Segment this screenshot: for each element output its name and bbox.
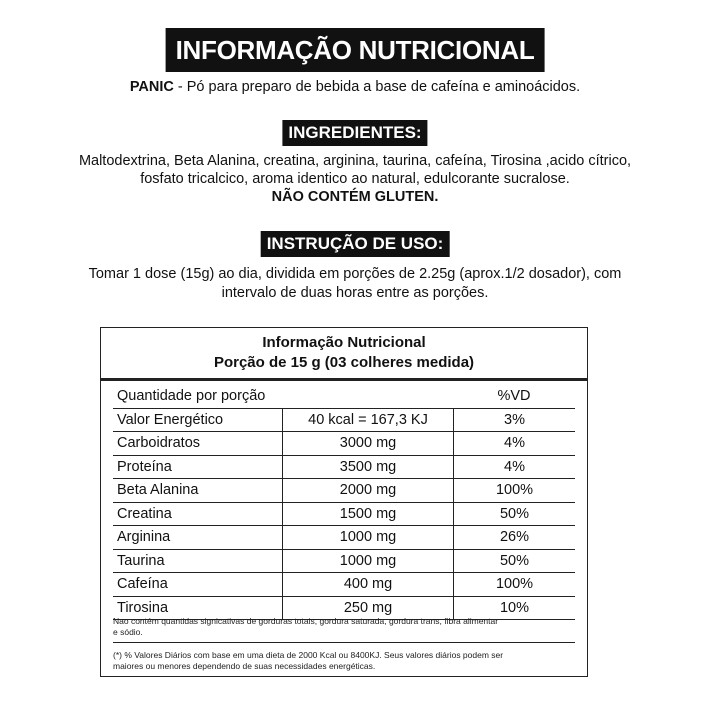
usage-heading: INSTRUÇÃO DE USO:: [261, 231, 450, 257]
product-description: - Pó para preparo de bebida a base de cafeína e aminoácidos.: [173, 79, 581, 95]
nutrient-name: Proteína: [113, 456, 283, 479]
table-row: [113, 456, 575, 480]
nutrient-name: Taurina: [113, 550, 283, 573]
nutrient-amount: 1500 mg: [283, 503, 454, 526]
nutrient-vd: 10%: [499, 599, 530, 616]
nutrient-vd: 4%: [504, 435, 525, 451]
nutrient-amount: 2000 mg: [283, 479, 454, 502]
header-quantity: Quantidade por porção: [117, 388, 266, 404]
divider: [101, 378, 587, 381]
footnote-line: e sódio.: [113, 627, 143, 637]
table-header-row: [113, 385, 575, 409]
product-name: PANIC: [129, 79, 174, 95]
nutrition-footnote: [113, 616, 573, 638]
nutrient-name: Cafeína: [113, 573, 283, 596]
nutrition-rows: [113, 385, 575, 620]
nutrient-vd: 100%: [495, 576, 534, 592]
nutrient-name: Tirosina: [113, 597, 283, 620]
divider: [113, 642, 575, 643]
nutrient-vd: 100%: [495, 482, 534, 498]
nutrient-vd: 50%: [499, 552, 530, 569]
daily-values-footnote: [113, 650, 573, 672]
nutrient-name: Valor Energético: [113, 409, 283, 432]
nutrient-vd: 26%: [499, 529, 530, 545]
portion-size: Porção de 15 g (03 colheres medida): [213, 354, 475, 371]
page-title: INFORMAÇÃO NUTRICIONAL: [166, 28, 545, 72]
ingredients-line-2: fosfato tricalcico, aroma identico ao natural, edulcorante sucralose.: [140, 171, 570, 187]
nutrient-vd: 4%: [504, 458, 525, 475]
nutrient-amount: 40 kcal = 167,3 KJ: [283, 409, 454, 432]
header-vd: %VD: [497, 388, 531, 404]
nutrient-amount: 3000 mg: [283, 432, 454, 455]
nutrient-amount: 1000 mg: [283, 550, 454, 573]
usage-line-1: Tomar 1 dose (15g) ao dia, dividida em porções de 2.25g (aprox.1/2 dosador), com: [88, 266, 622, 282]
table-row: [113, 409, 575, 433]
table-row: [113, 526, 575, 550]
gluten-notice: NÃO CONTÉM GLUTEN.: [271, 189, 439, 205]
ingredients-line-1: Maltodextrina, Beta Alanina, creatina, arginina, taurina, cafeína, Tirosina ,acido cítrico,: [78, 153, 632, 169]
product-line: [0, 78, 710, 96]
nutrient-vd: 3%: [504, 411, 525, 428]
usage-line-2: intervalo de duas horas entre as porções.: [221, 285, 489, 301]
table-row: [113, 573, 575, 597]
nutrient-amount: 400 mg: [283, 573, 454, 596]
nutrition-table: [100, 327, 588, 677]
table-row: [113, 503, 575, 527]
nutrient-amount: 250 mg: [283, 597, 454, 620]
footnote-line: (*) % Valores Diários com base em uma dieta de 2000 Kcal ou 8400KJ. Seus valores diários podem ser: [113, 650, 504, 660]
table-row: [113, 432, 575, 456]
ingredients-heading: INGREDIENTES:: [282, 120, 427, 146]
nutrient-amount: 1000 mg: [283, 526, 454, 549]
nutrient-name: Arginina: [113, 526, 283, 549]
nutrient-name: Beta Alanina: [113, 479, 283, 502]
nutrition-table-title: Informação Nutricional: [262, 334, 426, 351]
nutrient-name: Creatina: [113, 503, 283, 526]
footnote-line: Nao contém quantidas signicativas de gorduras totais, gordura saturada, gordura trans, fibra alimentar: [113, 616, 499, 626]
footnote-line: maiores ou menores dependendo de suas necessidades energéticas.: [113, 661, 376, 671]
table-row: [113, 550, 575, 574]
nutrient-vd: 50%: [499, 505, 530, 522]
table-row: [113, 479, 575, 503]
nutrient-amount: 3500 mg: [283, 456, 454, 479]
nutrient-name: Carboidratos: [113, 432, 283, 455]
